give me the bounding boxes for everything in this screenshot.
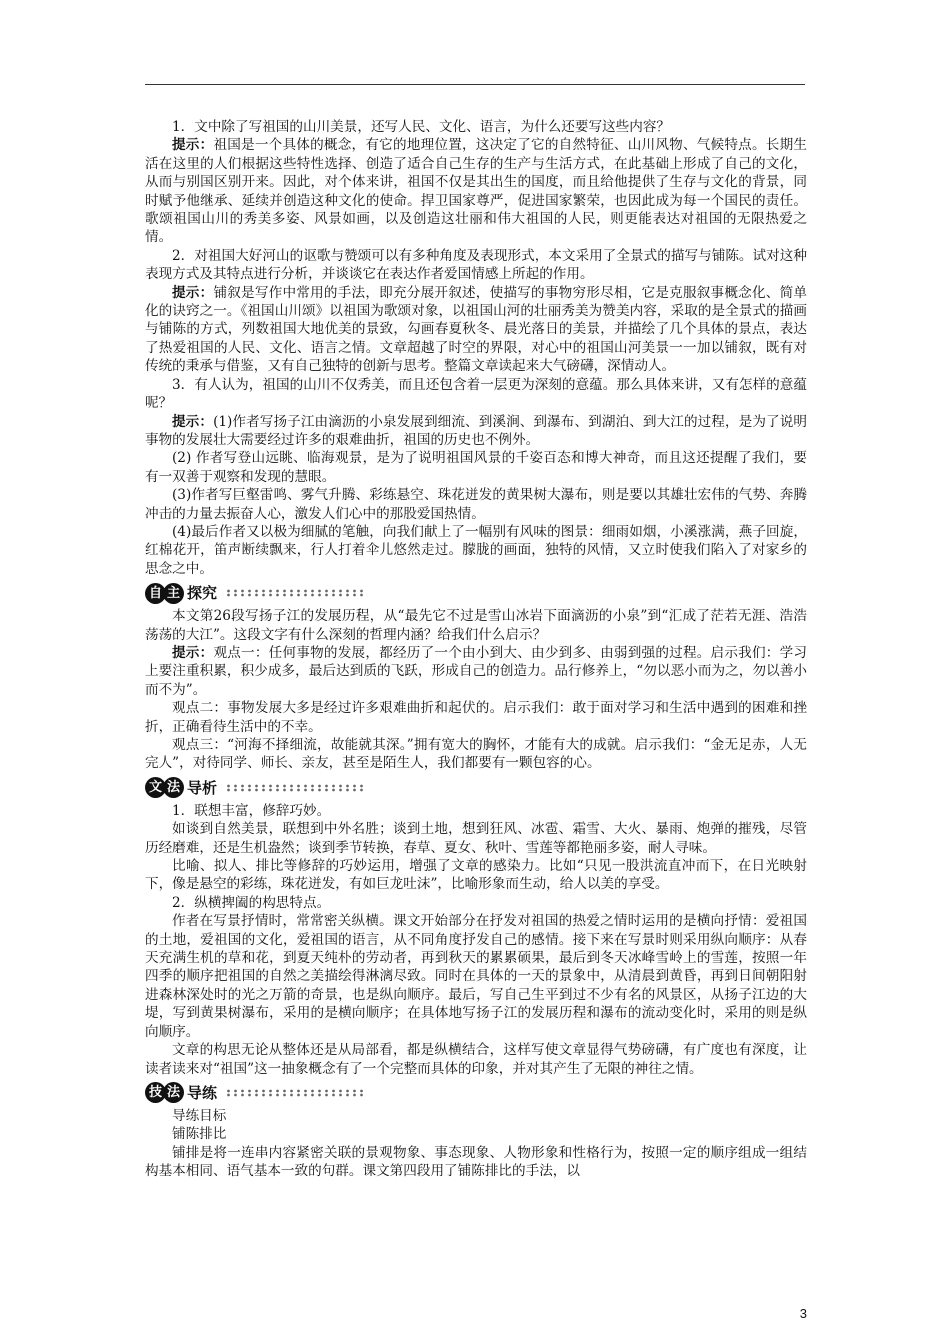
question-3: 3．有人认为，祖国的山川不仅秀美，而且还包含着一层更为深刻的意蕴。那么具体来讲，又有怎样的意蕴呢？ xyxy=(145,376,807,412)
question-2: 2．对祖国大好河山的讴歌与赞颂可以有多种角度及表现形式，本文采用了全景式的描写与铺陈。试对这种表现方式及其特点进行分析，并谈谈它在表达作者爱国情感上所起的作用。 xyxy=(145,247,807,283)
explore-view-1 xyxy=(145,644,807,699)
hint-text: (1)作者写扬子江由滴沥的小泉发展到细流、到溪涧、到瀑布、到湖泊、到大江的过程，是为了说明事物的发展壮大需要经过许多的艰难曲折，祖国的历史也不例外。 xyxy=(145,413,808,448)
analysis-paragraph: 如谈到自然美景，联想到中外名胜；谈到土地，想到狂风、冰雹、霜雪、大火、暴雨、炮弹的摧残，尽管历经磨难，还是生机盎然；谈到季节转换，春草、夏女、秋叶、雪莲等都艳丽多姿，耐人寻味。 xyxy=(145,821,807,856)
page-number: 3 xyxy=(799,1306,807,1321)
hint-label: 提示： xyxy=(172,284,214,301)
hint-3-point-3: (3)作者写巨壑雷鸣、雾气升腾、彩练悬空、珠花迸发的黄果树大瀑布，则是要以其雄壮宏伟的气势、奔腾冲击的力量去振奋人心，激发人们心中的那股爱国热情。 xyxy=(145,487,807,522)
hint-label: 提示： xyxy=(172,644,214,661)
practice-target-label: 导练目标 xyxy=(172,1107,227,1124)
section-badge xyxy=(145,1082,217,1103)
badge-char: 法 xyxy=(163,1082,184,1103)
section-title: 探究 xyxy=(187,583,218,602)
practice-paragraph: 铺排是将一连串内容紧密关联的景观物象、事态现象、人物形象和性格行为，按照一定的顺序组成一组结构基本相同、语气基本一致的句群。课文第四段用了铺陈排比的手法，以 xyxy=(145,1144,807,1180)
practice-target-name: 铺陈排比 xyxy=(172,1126,227,1143)
header-rule xyxy=(145,84,805,85)
section-badge xyxy=(145,583,217,604)
analysis-paragraph: 文章的构思无论从整体还是从局部看，都是纵横结合，这样写使文章显得气势磅礴，有广度也有深度，让读者读来对“祖国”这一抽象概念有了一个完整而具体的印象，并对其产生了无限的神往之情。 xyxy=(145,1042,807,1077)
hint-2 xyxy=(145,284,807,376)
dotted-divider xyxy=(225,784,365,792)
dotted-divider xyxy=(225,589,365,597)
hint-label: 提示： xyxy=(172,413,214,430)
hint-text: 观点一：任何事物的发展，都经历了一个由小到大、由少到多、由弱到强的过程。启示我们：学习上要注重积累，积少成多，最后达到质的飞跃，形成自己的创造力。品行修养上，“勿以恶小而为之，勿以善小而不为”。 xyxy=(145,644,808,698)
hint-1 xyxy=(145,136,807,246)
hint-3-point-2: (2) 作者写登山远眺、临海观景，是为了说明祖国风景的千姿百态和博大神奇，而且这还提醒了我们，要有一双善于观察和发现的慧眼。 xyxy=(145,450,807,485)
section-title: 导练 xyxy=(187,1083,218,1102)
hint-3-point-4: (4)最后作者又以极为细腻的笔触，向我们献上了一幅别有风味的图景：细雨如烟，小溪涨满，燕子回旋，红棉花开，笛声断续飘来，行人打着伞儿悠然走过。朦胧的画面，独特的风情，又立时使我们陷入了对家乡的思念之中。 xyxy=(145,523,807,577)
document-body xyxy=(145,118,807,1181)
analysis-paragraph: 比喻、拟人、排比等修辞的巧妙运用，增强了文章的感染力。比如“只见一股洪流直冲而下，在日光映射下，像是悬空的彩练，珠花迸发，有如巨龙吐沫”，比喻形象而生动，给人以美的享受。 xyxy=(145,858,807,893)
hint-3-point-1 xyxy=(145,413,807,450)
badge-char: 法 xyxy=(163,777,184,798)
badge-char: 自 xyxy=(145,583,166,604)
badge-char: 技 xyxy=(145,1082,166,1103)
section-header-jifa-daolian xyxy=(145,1080,807,1106)
section-badge xyxy=(145,777,217,798)
explore-view-2: 观点二：事物发展大多是经过许多艰难曲折和起伏的。启示我们：敢于面对学习和生活中遇到的困难和挫折，正确看待生活中的不幸。 xyxy=(145,700,807,735)
hint-text: 铺叙是写作中常用的手法，即充分展开叙述，使描写的事物穷形尽相，它是克服叙事概念化、简单化的诀窍之一。《祖国山川颂》以祖国为歌颂对象，以祖国山河的壮丽秀美为赞美内容，采取的是全景式的描画与铺陈的方式，列数祖国大地优美的景致，勾画春夏秋冬、晨光落日的美景，并描绘了几个具体的景点，表达了热爱祖国的人民、文化、语言之情。文章超越了时空的界限，对心中的祖国山河美景一一加以铺叙，既有对传统的秉承与借鉴，又有自己独特的创新与思考。整篇文章读起来大气磅礴，深情动人。 xyxy=(145,284,808,375)
analysis-heading-2: 2．纵横捭阖的构思特点。 xyxy=(172,894,331,911)
analysis-heading-1: 1．联想丰富，修辞巧妙。 xyxy=(172,802,331,819)
question-1: 1．文中除了写祖国的山川美景，还写人民、文化、语言，为什么还要写这些内容？ xyxy=(172,119,671,135)
section-header-wenfa-daoxi xyxy=(145,775,807,801)
badge-char: 文 xyxy=(145,777,166,798)
analysis-paragraph: 作者在写景抒情时，常常密关纵横。课文开始部分在抒发对祖国的热爱之情时运用的是横向抒情：爱祖国的土地，爱祖国的文化，爱祖国的语言，从不同角度抒发自己的感情。接下来在写景时则采用纵向顺序：从春天充满生机的草和花，到夏天纯朴的劳动者，再到秋天的累累硕果，最后到冬天冰峰雪岭上的雪莲，按照一年四季的顺序把祖国的自然之美描绘得淋漓尽致。同时在具体的一天的景象中，从清晨到黄昏，再到日间朝阳射进森林深处时的光之万箭的奇景，也是纵向顺序。最后，写自己生平到过不少有名的风景区，从扬子江边的大堤，写到黄果树瀑布，采用的是横向顺序；在具体地写扬子江的发展历程和瀑布的流动变化时，采用的则是纵向顺序。 xyxy=(145,913,807,1040)
hint-text: 祖国是一个具体的概念，有它的地理位置，这决定了它的自然特征、山川风物、气候特点。长期生活在这里的人们根据这些特性选择、创造了适合自己生存的生产与生活方式，在此基础上形成了自己的文化，从而与别国区别开来。因此，对个体来讲，祖国不仅是其出生的国度，而且给他提供了生存与文化的背景，同时赋予他继承、延续并创造这种文化的使命。捍卫国家尊严，促进国家繁荣，也因此成为每一个国民的责任。歌颂祖国山川的秀美多姿、风景如画，以及创造这壮丽和伟大祖国的人民，则更能表达对祖国的无限热爱之情。 xyxy=(145,137,808,246)
badge-char: 主 xyxy=(163,583,184,604)
dotted-divider xyxy=(225,1089,365,1097)
explore-view-3: 观点三：“河海不择细流，故能就其深。”拥有宽大的胸怀，才能有大的成就。启示我们：“金无足赤，人无完人”，对待同学、师长、亲友，甚至是陌生人，我们都要有一颗包容的心。 xyxy=(145,737,807,772)
section-header-zizhu-tanjiu xyxy=(145,580,807,606)
section-title: 导析 xyxy=(187,778,218,797)
explore-question: 本文第26段写扬子江的发展历程，从“最先它不过是雪山冰岩下面滴沥的小泉”到“汇成了茫若无涯、浩浩荡荡的大江”。这段文字有什么深刻的哲理内涵？给我们什么启示？ xyxy=(145,608,807,643)
hint-label: 提示： xyxy=(172,137,214,154)
